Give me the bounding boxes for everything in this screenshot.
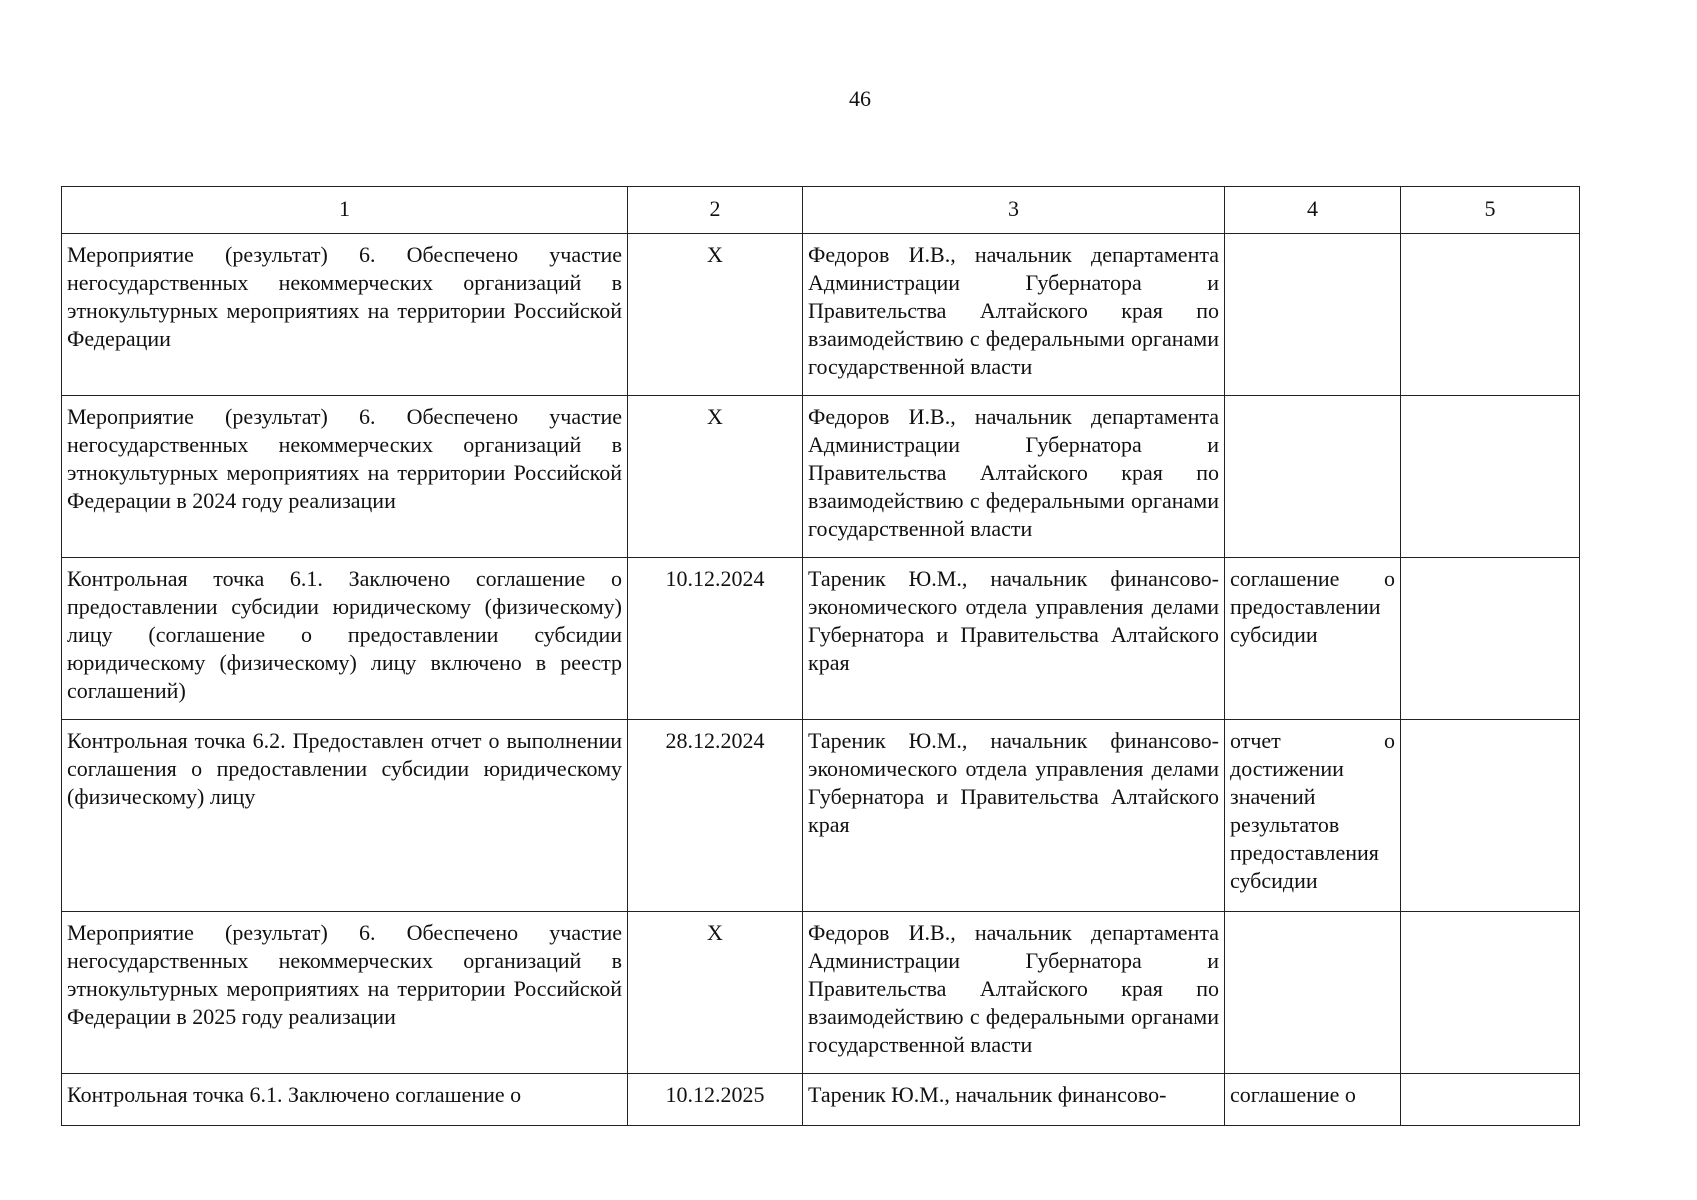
table-row bbox=[62, 558, 1580, 720]
responsible-cell: Тареник Ю.М., начальник финансово-экономического отдела управления делами Губернатора и Правительства Алтайского края bbox=[803, 720, 1225, 912]
column-header-2: 2 bbox=[628, 187, 803, 234]
responsible-cell: Федоров И.В., начальник департамента Администрации Губернатора и Правительства Алтайского края по взаимодействию с федеральными органами государственной власти bbox=[803, 396, 1225, 558]
column-header-3: 3 bbox=[803, 187, 1225, 234]
column-5-cell bbox=[1401, 234, 1580, 396]
date-cell: 10.12.2024 bbox=[628, 558, 803, 720]
responsible-cell: Тареник Ю.М., начальник финансово-экономического отдела управления делами Губернатора и Правительства Алтайского края bbox=[803, 558, 1225, 720]
table-row bbox=[62, 396, 1580, 558]
date-cell: Х bbox=[628, 396, 803, 558]
responsible-cell: Тареник Ю.М., начальник финансово- bbox=[803, 1074, 1225, 1126]
event-description-cell: Контрольная точка 6.2. Предоставлен отчет о выполнении соглашения о предоставлении субсидии юридическому (физическому) лицу bbox=[62, 720, 628, 912]
date-cell: Х bbox=[628, 234, 803, 396]
document-type-cell bbox=[1225, 396, 1401, 558]
responsible-cell: Федоров И.В., начальник департамента Администрации Губернатора и Правительства Алтайского края по взаимодействию с федеральными органами государственной власти bbox=[803, 912, 1225, 1074]
document-type-cell bbox=[1225, 234, 1401, 396]
event-description-cell: Контрольная точка 6.1. Заключено соглашение о предоставлении субсидии юридическому (физическому) лицу (соглашение о предоставлении субсидии юридическому (физическому) лицу включено в реестр соглашений) bbox=[62, 558, 628, 720]
page-number: 46 bbox=[849, 86, 871, 111]
date-cell: Х bbox=[628, 912, 803, 1074]
date-cell: 28.12.2024 bbox=[628, 720, 803, 912]
event-description-cell: Контрольная точка 6.1. Заключено соглашение о bbox=[62, 1074, 628, 1126]
table-body bbox=[62, 234, 1580, 1126]
column-5-cell bbox=[1401, 396, 1580, 558]
column-5-cell bbox=[1401, 720, 1580, 912]
table-row bbox=[62, 1074, 1580, 1126]
document-type-cell: соглашение о предоставлении субсидии bbox=[1225, 558, 1401, 720]
document-type-cell bbox=[1225, 912, 1401, 1074]
column-5-cell bbox=[1401, 1074, 1580, 1126]
table-row bbox=[62, 912, 1580, 1074]
event-description-cell: Мероприятие (результат) 6. Обеспечено участие негосударственных некоммерческих организаций в этнокультурных мероприятиях на территории Российской Федерации в 2025 году реализации bbox=[62, 912, 628, 1074]
date-cell: 10.12.2025 bbox=[628, 1074, 803, 1126]
column-header-1: 1 bbox=[62, 187, 628, 234]
responsible-cell: Федоров И.В., начальник департамента Администрации Губернатора и Правительства Алтайского края по взаимодействию с федеральными органами государственной власти bbox=[803, 234, 1225, 396]
table-row bbox=[62, 720, 1580, 912]
column-header-4: 4 bbox=[1225, 187, 1401, 234]
document-type-cell: отчет о достижении значений результатов предоставления субсидии bbox=[1225, 720, 1401, 912]
event-description-cell: Мероприятие (результат) 6. Обеспечено участие негосударственных некоммерческих организаций в этнокультурных мероприятиях на территории Российской Федерации в 2024 году реализации bbox=[62, 396, 628, 558]
document-type-cell: соглашение о bbox=[1225, 1074, 1401, 1126]
table-row bbox=[62, 234, 1580, 396]
header-row bbox=[62, 187, 1580, 234]
table-header bbox=[62, 187, 1580, 234]
column-5-cell bbox=[1401, 558, 1580, 720]
document-table bbox=[61, 186, 1580, 1126]
event-description-cell: Мероприятие (результат) 6. Обеспечено участие негосударственных некоммерческих организаций в этнокультурных мероприятиях на территории Российской Федерации bbox=[62, 234, 628, 396]
column-header-5: 5 bbox=[1401, 187, 1580, 234]
column-5-cell bbox=[1401, 912, 1580, 1074]
